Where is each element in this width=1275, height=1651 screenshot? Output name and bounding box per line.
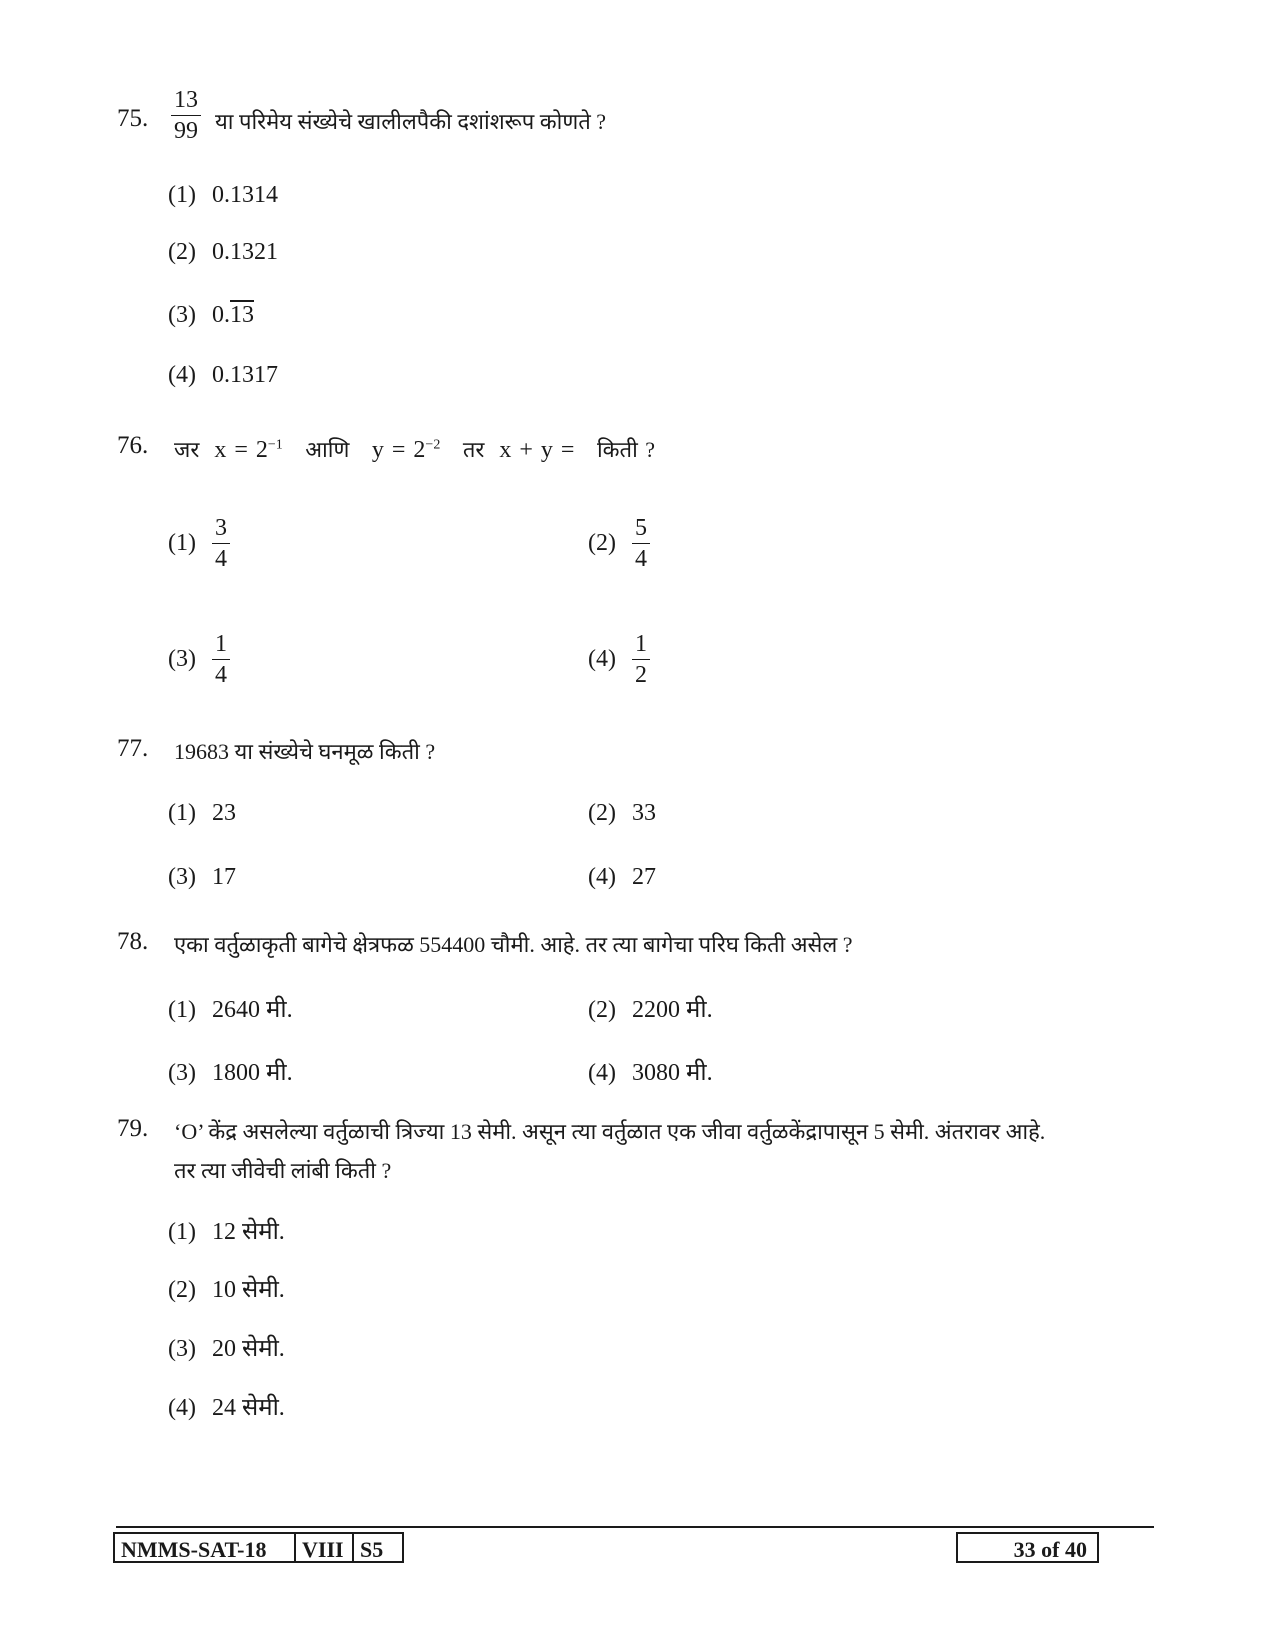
option-value: 2200 मी. [632,997,713,1023]
option-76-4 [588,632,650,688]
footer-page-number-box [956,1532,1099,1563]
option-value: 20 सेमी. [212,1336,285,1362]
fraction-numerator: 1 [212,632,230,660]
question-number: 77. [117,735,149,762]
expr-y-exponent: −2 [425,437,441,453]
option-label: (3) [168,864,196,890]
option-75-2 [168,239,278,266]
option-79-4 [168,1390,285,1423]
expr-y: y = 2 [371,437,426,463]
option-value: 10 सेमी. [212,1277,285,1303]
option-value: 3080 मी. [632,1060,713,1086]
question-text-line-1: ‘O’ केंद्र असलेल्या वर्तुळाची त्रिज्या 13 सेमी. असून त्या वर्तुळात एक जीवा वर्तुळकेंद्रापासून 5 सेमी. अंतरावर आहे. [174,1119,1046,1144]
option-fraction [632,516,650,572]
option-value: 12 सेमी. [212,1219,285,1245]
question-fraction [171,88,201,144]
option-label: (2) [168,239,196,265]
option-label: (3) [168,1060,196,1086]
question-text-line-2: तर त्या जीवेची लांबी किती ? [174,1158,392,1183]
word-tar: तर [462,437,485,462]
question-text: एका वर्तुळाकृती बागेचे क्षेत्रफळ 554400 चौमी. आहे. तर त्या बागेचा परिघ किती असेल ? [174,932,853,957]
expr-sum: x + y = [499,437,575,463]
option-label: (1) [168,997,196,1023]
question-number: 75. [117,105,149,132]
option-76-2 [588,516,650,572]
option-label: (4) [588,645,616,672]
option-label: (3) [168,645,196,672]
option-77-4 [588,864,656,891]
fraction-numerator: 3 [212,516,230,544]
question-text [174,434,655,464]
option-75-4 [168,362,278,389]
option-76-3 [168,632,230,688]
option-76-1 [168,516,230,572]
option-79-2 [168,1272,285,1305]
question-number: 79. [117,1115,149,1142]
option-label: (3) [168,302,196,328]
option-label: (2) [168,1277,196,1303]
word-ani: आणि [305,437,350,462]
option-77-2 [588,800,656,827]
question-text: 19683 या संख्येचे घनमूळ किती ? [174,739,436,764]
option-value: 33 [632,800,656,826]
exam-code: NMMS-SAT-18 [115,1534,296,1561]
question-text: या परिमेय संख्येचे खालीलपैकी दशांशरूप कोणते ? [215,109,607,134]
option-value: 1800 मी. [212,1060,293,1086]
option-label: (1) [168,529,196,556]
fraction-numerator: 5 [632,516,650,544]
option-value: 24 सेमी. [212,1395,285,1421]
question-number: 78. [117,928,149,955]
fraction-denominator: 4 [635,546,647,573]
option-78-4 [588,1055,713,1088]
option-75-3 [168,302,254,329]
option-value: 0.1317 [212,362,278,388]
class-label: VIII [296,1534,354,1561]
option-fraction [212,632,230,688]
page-number: 33 of 40 [1013,1537,1087,1562]
option-label: (4) [588,1060,616,1086]
expr-x: x = 2 [214,437,268,463]
option-77-1 [168,800,236,827]
option-label: (3) [168,1336,196,1362]
option-77-3 [168,864,236,891]
option-79-1 [168,1214,285,1247]
option-label: (2) [588,800,616,826]
fraction-denominator: 4 [215,662,227,689]
option-75-1 [168,182,278,209]
option-value: 0.1321 [212,239,278,265]
question-number: 76. [117,432,149,459]
fraction-denominator: 99 [174,118,198,145]
fraction-numerator: 13 [171,88,201,116]
footer-divider [116,1526,1154,1528]
option-fraction [212,516,230,572]
word-jar: जर [174,437,200,462]
option-78-1 [168,992,293,1025]
option-value: 2640 मी. [212,997,293,1023]
option-label: (4) [168,362,196,388]
option-value-prefix: 0. [212,302,230,328]
fraction-numerator: 1 [632,632,650,660]
footer-exam-code-box [113,1532,404,1563]
option-fraction [632,632,650,688]
fraction-denominator: 2 [635,662,647,689]
option-value: 17 [212,864,236,890]
option-label: (1) [168,1219,196,1245]
word-kiti: किती ? [596,437,656,462]
option-label: (1) [168,182,196,208]
option-label: (4) [588,864,616,890]
option-value: 0.1314 [212,182,278,208]
option-label: (1) [168,800,196,826]
repeating-digits: 13 [230,302,254,328]
option-78-3 [168,1055,293,1088]
expr-x-exponent: −1 [267,437,283,453]
option-78-2 [588,992,713,1025]
option-79-3 [168,1331,285,1364]
option-label: (2) [588,997,616,1023]
option-value: 27 [632,864,656,890]
option-label: (4) [168,1395,196,1421]
option-label: (2) [588,529,616,556]
set-label: S5 [360,1537,384,1562]
option-value: 23 [212,800,236,826]
fraction-denominator: 4 [215,546,227,573]
